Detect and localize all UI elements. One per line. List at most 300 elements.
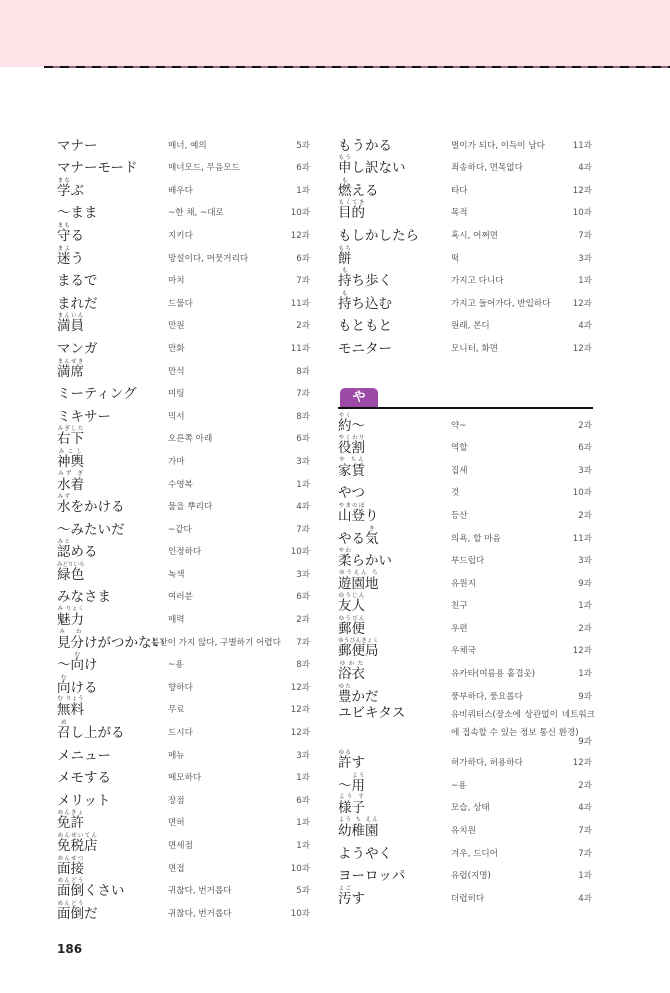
- lesson-number: 11과: [290, 343, 310, 354]
- vocab-entry: [57, 560, 311, 583]
- lesson-number: 4과: [578, 893, 592, 904]
- vocab-word: 約やく～: [338, 412, 365, 434]
- vocab-entry: [338, 659, 593, 682]
- vocab-word: 守まもる: [57, 222, 84, 244]
- vocab-list-mo: [338, 131, 593, 357]
- lesson-number: 6과: [296, 163, 310, 174]
- lesson-number: 7과: [578, 826, 592, 837]
- furigana: まんせき: [57, 358, 84, 365]
- vocab-word: メニュー: [57, 747, 111, 764]
- lesson-number: 9과: [578, 578, 592, 589]
- lesson-number: 8과: [296, 660, 310, 671]
- vocab-word: 無料む りょう: [57, 696, 84, 719]
- lesson-number: 9과: [578, 691, 592, 702]
- vocab-column-right: [338, 131, 593, 907]
- furigana: め: [57, 720, 71, 727]
- vocab-entry: [57, 764, 311, 787]
- vocab-meaning: ~한 채, ~대로: [168, 208, 224, 219]
- vocab-word: ミキサー: [57, 408, 111, 425]
- vocab-entry: [338, 131, 593, 154]
- vocab-entry: [57, 854, 311, 877]
- lesson-number: 2과: [296, 615, 310, 626]
- furigana: みぎした: [57, 426, 84, 433]
- section-tab: や: [340, 388, 378, 408]
- furigana: も: [338, 177, 352, 184]
- furigana: やわ: [338, 548, 352, 555]
- header-band: [0, 0, 670, 67]
- lesson-number: 1과: [296, 841, 310, 851]
- furigana: やまのぼ: [338, 502, 365, 509]
- vocab-word: 役割やくわり: [338, 435, 365, 457]
- vocab-meaning: 물을 뿌리다: [168, 502, 213, 513]
- vocab-entry: [338, 569, 593, 592]
- vocab-entry: [338, 682, 593, 705]
- vocab-meaning: 모습, 상태: [451, 803, 490, 814]
- lesson-number: 1과: [578, 669, 592, 680]
- vocab-meaning: 인정하다: [168, 547, 202, 558]
- vocab-entry: [57, 741, 311, 764]
- vocab-entry: [57, 402, 311, 425]
- vocab-meaning: 만석: [168, 366, 185, 377]
- lesson-number: 1과: [296, 773, 310, 784]
- vocab-meaning: 유카타(여름용 홑겹옷): [451, 669, 536, 680]
- vocab-word: ～みたいだ: [57, 521, 125, 538]
- vocab-meaning: 향하다: [168, 682, 193, 693]
- vocab-entry: [338, 862, 593, 885]
- vocab-meaning: 유원지: [451, 578, 476, 589]
- section-rule: [338, 407, 593, 409]
- vocab-meaning: 허가하다, 허용하다: [451, 758, 523, 769]
- furigana: も: [338, 268, 352, 275]
- vocab-meaning: 가마: [168, 456, 185, 467]
- furigana: もち: [338, 245, 352, 252]
- vocab-meaning: 면허: [168, 818, 185, 829]
- vocab-word: ようやく: [338, 845, 392, 862]
- vocab-entry: [57, 538, 311, 561]
- vocab-entry: [57, 221, 311, 244]
- vocab-entry: [57, 244, 311, 267]
- vocab-entry: [338, 794, 593, 817]
- vocab-word: 持もち込む: [338, 290, 392, 312]
- lesson-number: 1과: [578, 276, 592, 287]
- vocab-word: 柔やわらかい: [338, 548, 392, 570]
- lesson-number: 11과: [290, 298, 310, 309]
- vocab-word: モニター: [338, 340, 392, 357]
- vocab-word: 面接めんせつ: [57, 855, 84, 877]
- furigana: き: [365, 525, 379, 532]
- lesson-number: 3과: [296, 750, 310, 761]
- vocab-entry: [338, 816, 593, 839]
- vocab-word: 申もうし訳ない: [338, 155, 406, 177]
- vocab-meaning: 벌이가 되다, 이득이 남다: [451, 140, 545, 151]
- vocab-entry: [338, 267, 593, 290]
- vocab-word: ～用よう: [338, 772, 365, 794]
- furigana: やく: [338, 412, 352, 419]
- lesson-number: 1과: [296, 185, 310, 196]
- lesson-number: 10과: [572, 488, 592, 499]
- vocab-meaning: 혹시, 어쩌면: [451, 230, 498, 241]
- vocab-word: 郵便局ゆうびんきょく: [338, 638, 379, 660]
- lesson-number: 6과: [296, 253, 310, 264]
- vocab-meaning: 우체국: [451, 646, 476, 657]
- furigana: めんぜいてん: [57, 833, 98, 839]
- lesson-number: 5과: [296, 886, 310, 897]
- vocab-entry: [57, 515, 311, 538]
- vocab-entry: [338, 749, 593, 772]
- vocab-meaning: 떡: [451, 253, 460, 264]
- vocab-word: 満席まんせき: [57, 358, 84, 380]
- lesson-number: 2과: [578, 780, 592, 791]
- vocab-word: 燃もえる: [338, 177, 379, 199]
- section-header-ya: [338, 379, 593, 411]
- furigana: よう ち えん: [338, 817, 379, 824]
- furigana: ゆうびん: [338, 615, 365, 622]
- vocab-word: 家賃や ちん: [338, 456, 365, 479]
- furigana: よう: [351, 772, 365, 779]
- vocab-word: 免許めんきょ: [57, 810, 84, 832]
- vocab-entry: [57, 493, 311, 516]
- vocab-word: やつ: [338, 485, 365, 502]
- furigana: む りょう: [57, 696, 84, 703]
- vocab-entry: [57, 447, 311, 470]
- vocab-word: 様子よう す: [338, 794, 365, 817]
- lesson-number: 12과: [290, 705, 310, 716]
- vocab-meaning: 만원: [168, 321, 185, 332]
- vocab-meaning: 지키다: [168, 230, 193, 241]
- vocab-word: ユビキタス: [338, 704, 406, 721]
- vocab-word: まれだ: [57, 295, 98, 312]
- vocab-entry: [57, 334, 311, 357]
- vocab-word: 友人ゆうじん: [338, 593, 365, 615]
- vocab-meaning: 만화: [168, 343, 185, 354]
- vocab-meaning: 메뉴: [168, 750, 185, 761]
- vocab-meaning: 친구: [451, 601, 468, 612]
- vocab-word: 面倒めんどうくさい: [57, 878, 125, 900]
- vocab-entry: [57, 176, 311, 199]
- vocab-meaning: 분간이 가지 않다, 구별하기 어렵다: [151, 637, 281, 648]
- vocab-entry: [57, 154, 311, 177]
- furigana: みと: [57, 539, 71, 546]
- vocab-meaning: 귀찮다, 번거롭다: [168, 908, 232, 919]
- vocab-word: ヨーロッパ: [338, 868, 406, 885]
- vocab-meaning: 메모하다: [168, 773, 202, 784]
- vocab-word: ミーティング: [57, 386, 137, 403]
- lesson-number: 12과: [572, 343, 592, 354]
- vocab-word: もともと: [338, 318, 392, 335]
- vocab-word: 目的もくてき: [338, 200, 365, 222]
- furigana: ゆうえん ち: [338, 569, 379, 576]
- vocab-entry: [338, 771, 593, 794]
- vocab-word: 学まなぶ: [57, 177, 84, 199]
- lesson-number: 8과: [296, 411, 310, 422]
- vocab-entry: [338, 312, 593, 335]
- vocab-word: まるで: [57, 273, 98, 290]
- vocab-entry: [338, 334, 593, 357]
- lesson-number: 10과: [290, 908, 310, 919]
- vocab-word: 見分み わけがつかない: [57, 628, 165, 651]
- vocab-entry: [338, 456, 593, 479]
- vocab-entry: [57, 696, 311, 719]
- lesson-number: 7과: [296, 389, 310, 400]
- vocab-entry: [338, 705, 593, 749]
- furigana: む: [57, 674, 71, 681]
- lesson-number: 12과: [572, 758, 592, 769]
- vocab-word: メリット: [57, 792, 111, 809]
- furigana: ゆうじん: [338, 593, 365, 600]
- lesson-number: 4과: [578, 803, 592, 814]
- vocab-entry: [338, 614, 593, 637]
- vocab-meaning: 믹서: [168, 411, 185, 422]
- vocab-meaning: 것: [451, 488, 460, 499]
- vocab-entry: [57, 673, 311, 696]
- vocab-meaning: 죄송하다, 면목없다: [451, 163, 523, 174]
- lesson-number: 11과: [572, 140, 592, 151]
- vocab-word: 遊園地ゆうえん ち: [338, 569, 379, 592]
- vocab-entry: [57, 357, 311, 380]
- vocab-word: マンガ: [57, 340, 98, 357]
- vocab-meaning: 오른쪽 아래: [168, 434, 213, 445]
- lesson-number: 7과: [296, 276, 310, 287]
- vocab-entry: [338, 501, 593, 524]
- vocab-meaning: 매력: [168, 615, 185, 626]
- vocab-word: 召めし上がる: [57, 720, 125, 742]
- vocab-entry: [338, 592, 593, 615]
- vocab-word: 汚よごす: [338, 885, 365, 907]
- lesson-number: 12과: [572, 185, 592, 196]
- lesson-number: 1과: [578, 601, 592, 612]
- furigana: めんせつ: [57, 855, 84, 862]
- vocab-meaning: 가지고 들어가다, 반입하다: [451, 298, 551, 309]
- vocab-entry: [338, 547, 593, 570]
- vocab-meaning: 수영복: [168, 479, 193, 490]
- furigana: まよ: [57, 245, 71, 252]
- lesson-number: 9과: [578, 736, 592, 747]
- vocab-meaning: 장점: [168, 795, 185, 806]
- vocab-word: ～向むけ: [57, 652, 98, 674]
- furigana: めんどう: [57, 900, 84, 907]
- furigana: や ちん: [338, 456, 365, 463]
- vocab-word: 右下みぎした: [57, 426, 84, 448]
- vocab-meaning: 귀찮다, 번거롭다: [168, 886, 232, 897]
- lesson-number: 7과: [578, 848, 592, 859]
- vocab-word: もしかしたら: [338, 227, 419, 244]
- vocab-word: 浴衣ゆかた: [338, 661, 365, 683]
- vocab-meaning: ~용: [168, 660, 184, 671]
- lesson-number: 3과: [578, 253, 592, 264]
- furigana: めんどう: [57, 878, 84, 885]
- vocab-word: 郵便ゆうびん: [338, 615, 365, 637]
- vocab-word: 認みとめる: [57, 539, 98, 561]
- furigana: よう す: [338, 794, 365, 801]
- lesson-number: 12과: [290, 728, 310, 739]
- lesson-number: 7과: [296, 524, 310, 535]
- dashed-divider: [44, 66, 670, 68]
- vocab-word: 面倒めんどうだ: [57, 900, 98, 922]
- lesson-number: 10과: [290, 863, 310, 874]
- vocab-word: マナー: [57, 137, 98, 154]
- vocab-word: 満員まんいん: [57, 313, 84, 335]
- vocab-meaning: 여러분: [168, 592, 193, 603]
- vocab-meaning: 집세: [451, 465, 468, 476]
- lesson-number: 4과: [296, 502, 310, 513]
- lesson-number: 3과: [578, 556, 592, 567]
- vocab-meaning: 드물다: [168, 298, 193, 309]
- vocab-entry: [338, 839, 593, 862]
- page-number: 186: [57, 942, 83, 956]
- lesson-number: 12과: [290, 682, 310, 693]
- furigana: もくてき: [338, 200, 365, 207]
- vocab-word: ～まま: [57, 205, 98, 222]
- vocab-entry: [57, 267, 311, 290]
- furigana: もう: [338, 155, 352, 162]
- furigana: まな: [57, 177, 71, 184]
- lesson-number: 8과: [296, 366, 310, 377]
- vocab-meaning: 드시다: [168, 728, 193, 739]
- lesson-number: 7과: [578, 230, 592, 241]
- vocab-meaning: 가지고 다니다: [451, 276, 504, 287]
- furigana: みず: [57, 494, 71, 501]
- lesson-number: 1과: [578, 871, 592, 882]
- vocab-word: 水着みず ぎ: [57, 470, 84, 493]
- lesson-number: 7과: [296, 637, 310, 648]
- furigana: みこし: [57, 448, 84, 455]
- vocab-meaning: 매너모드, 무음모드: [168, 163, 240, 174]
- vocab-entry: [57, 605, 311, 628]
- vocab-entry: [57, 899, 311, 922]
- vocab-meaning: 면세점: [168, 841, 193, 851]
- vocab-entry: [338, 289, 593, 312]
- lesson-number: 5과: [296, 140, 310, 151]
- furigana: ゆうびんきょく: [338, 638, 379, 645]
- vocab-word: 水みずをかける: [57, 494, 125, 516]
- lesson-number: 11과: [572, 533, 592, 544]
- lesson-number: 6과: [296, 592, 310, 603]
- vocab-entry: [57, 312, 311, 335]
- vocab-meaning: 배우다: [168, 185, 193, 196]
- vocab-entry: [57, 786, 311, 809]
- vocab-meaning: 약~: [451, 420, 467, 431]
- vocab-entry: [338, 221, 593, 244]
- lesson-number: 12과: [572, 646, 592, 657]
- vocab-entry: [338, 479, 593, 502]
- vocab-list-ya: [338, 411, 593, 907]
- lesson-number: 12과: [572, 298, 592, 309]
- vocab-word: 持もち歩く: [338, 268, 392, 290]
- vocab-entry: [338, 176, 593, 199]
- vocab-meaning: 미팅: [168, 389, 185, 400]
- vocab-meaning: 역할: [451, 443, 468, 454]
- vocab-entry: [57, 470, 311, 493]
- vocab-meaning: 망설이다, 머뭇거리다: [168, 253, 249, 264]
- vocab-entry: [338, 884, 593, 907]
- vocab-entry: [57, 199, 311, 222]
- lesson-number: 12과: [290, 230, 310, 241]
- vocab-meaning: 유치원: [451, 826, 476, 837]
- lesson-number: 10과: [290, 208, 310, 219]
- vocab-meaning: 마치: [168, 276, 185, 287]
- furigana: み りょく: [57, 606, 84, 613]
- furigana: よご: [338, 885, 352, 892]
- vocab-entry: [338, 244, 593, 267]
- lesson-number: 1과: [296, 818, 310, 829]
- vocab-entry: [338, 524, 593, 547]
- vocab-entry: [57, 289, 311, 312]
- furigana: み わ: [57, 628, 84, 635]
- furigana: ゆかた: [338, 661, 365, 668]
- vocab-entry: [338, 637, 593, 660]
- lesson-number: 6과: [578, 443, 592, 454]
- vocab-meaning: 면접: [168, 863, 185, 874]
- vocab-entry: [57, 718, 311, 741]
- vocab-word: 山登やまのぼり: [338, 502, 379, 524]
- vocab-meaning: 부드럽다: [451, 556, 485, 567]
- vocab-word: 豊ゆたかだ: [338, 683, 379, 705]
- vocab-meaning: 겨우, 드디어: [451, 848, 498, 859]
- vocab-meaning: 타다: [451, 185, 468, 196]
- vocab-word: メモする: [57, 770, 111, 787]
- vocab-entry: [57, 809, 311, 832]
- furigana: めんきょ: [57, 810, 84, 817]
- vocab-meaning: 무료: [168, 705, 185, 716]
- vocab-meaning: 원래, 본디: [451, 321, 490, 332]
- lesson-number: 3과: [296, 569, 310, 580]
- furigana: ゆた: [338, 683, 352, 690]
- vocab-entry: [338, 154, 593, 177]
- furigana: やくわり: [338, 435, 365, 442]
- vocab-word: マナーモード: [57, 160, 138, 177]
- furigana: まんいん: [57, 313, 84, 320]
- furigana: ゆる: [338, 750, 352, 757]
- vocab-word: みなさま: [57, 589, 111, 606]
- vocab-word: 神輿みこし: [57, 448, 84, 470]
- vocab-meaning: 더럽히다: [451, 893, 485, 904]
- vocab-entry: [338, 434, 593, 457]
- furigana: も: [338, 290, 352, 297]
- vocab-word: 向むける: [57, 674, 98, 696]
- vocab-entry: [57, 628, 311, 651]
- vocab-meaning: 매너, 예의: [168, 140, 207, 151]
- vocab-word: 餅もち: [338, 245, 352, 267]
- vocab-meaning: 풍부하다, 풍요롭다: [451, 691, 523, 702]
- lesson-number: 2과: [578, 623, 592, 634]
- furigana: む: [70, 652, 84, 659]
- vocab-word: やる気き: [338, 525, 379, 547]
- vocab-meaning: 등산: [451, 510, 468, 521]
- vocab-meaning: 의욕, 할 마음: [451, 533, 501, 544]
- vocab-meaning: 유비쿼터스(장소에 상관없이 네트워크에 접속할 수 있는 정보 통신 환경): [451, 709, 595, 738]
- lesson-number: 10과: [290, 547, 310, 558]
- vocab-meaning: ~용: [451, 780, 467, 791]
- vocab-meaning: 녹색: [168, 569, 185, 580]
- vocab-word: 緑色みどりいろ: [57, 561, 85, 583]
- lesson-number: 6과: [296, 434, 310, 445]
- vocab-entry: [57, 583, 311, 606]
- lesson-number: 4과: [578, 321, 592, 332]
- furigana: みず ぎ: [57, 470, 84, 477]
- vocab-column-left: [57, 131, 311, 922]
- lesson-number: 4과: [578, 163, 592, 174]
- lesson-number: 2과: [578, 420, 592, 431]
- vocab-entry: [57, 651, 311, 674]
- vocab-word: 迷まよう: [57, 245, 84, 267]
- furigana: みどりいろ: [57, 561, 85, 568]
- vocab-word: 幼稚園よう ち えん: [338, 817, 379, 840]
- furigana: まも: [57, 222, 71, 229]
- vocab-word: 許ゆるす: [338, 750, 365, 772]
- vocab-meaning: 우편: [451, 623, 468, 634]
- vocab-entry: [57, 831, 311, 854]
- vocab-entry: [57, 425, 311, 448]
